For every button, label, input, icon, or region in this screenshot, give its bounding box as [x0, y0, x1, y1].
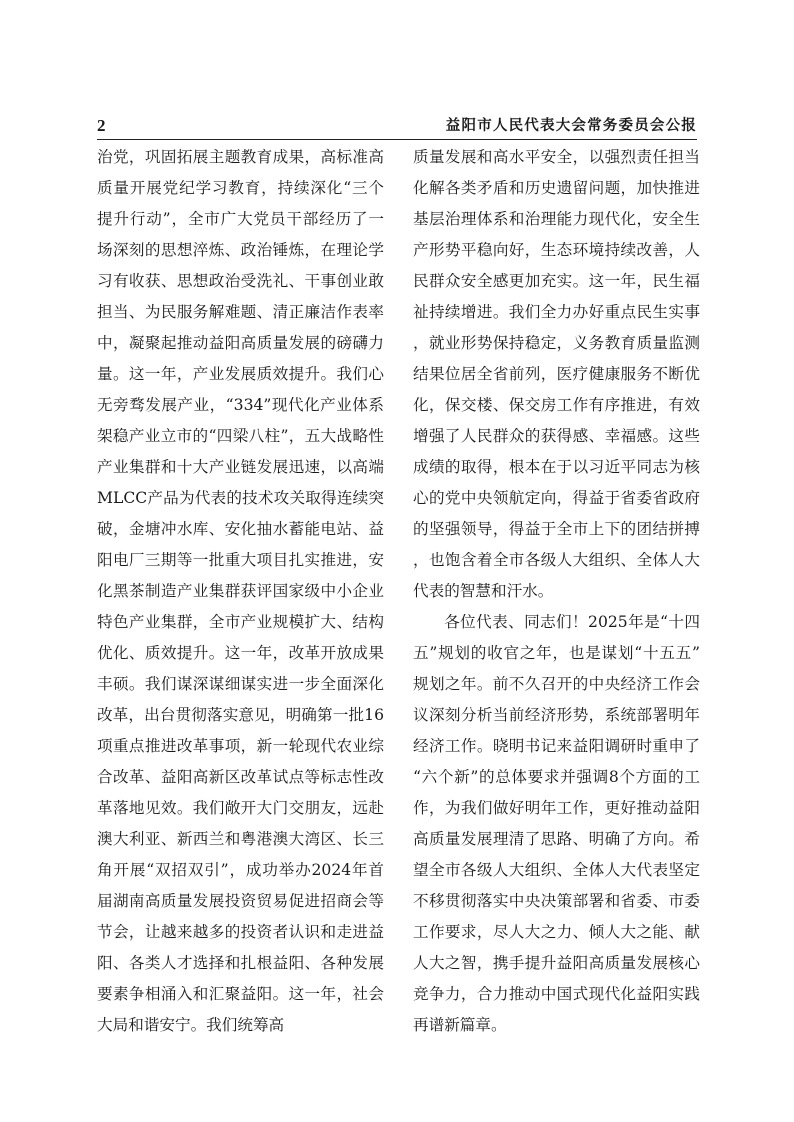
left-column [97, 142, 384, 1041]
left-paragraph-continued: 治党，巩固拓展主题教育成果，高标准高质量开展党纪学习教育，持续深化“三个提升行动”，全市广大党员干部经历了一场深刻的思想淬炼、政治锤炼，在理论学习有收获、思想政治受洗礼、干事创业敢担当、为民服务解难题、清正廉洁作表率中，凝聚起推动益阳高质量发展的磅礴力量。这一年，产业发展质效提升。我们心无旁骛发展产业，“334”现代化产业体系架稳产业立市的“四梁八柱”，五大战略性产业集群和十大产业链发展迅速，以高端MLCC产品为代表的技术攻关取得连续突破，金塘冲水库、安化抽水蓄能电站、益阳电厂三期等一批重大项目扎实推进，安化黑茶制造产业集群获评国家级中小企业特色产业集群，全市产业规模扩大、结构优化、质效提升。这一年，改革开放成果丰硕。我们谋深谋细谋实进一步全面深化改革，出台贯彻落实意见，明确第一批16项重点推进改革事项，新一轮现代农业综合改革、益阳高新区改革试点等标志性改革落地见效。我们敞开大门交朋友，远赴澳大利亚、新西兰和粤港澳大湾区、长三角开展“双招双引”，成功举办2024年首届湖南高质量发展投资贸易促进招商会等节会，让越来越多的投资者认识和走进益阳、各类人才选择和扎根益阳、各种发展要素争相涌入和汇聚益阳。这一年，社会大局和谐安宁。我们统筹高 [97, 148, 384, 1034]
page-number: 2 [97, 116, 106, 135]
right-paragraph-continued: 质量发展和高水平安全，以强烈责任担当化解各类矛盾和历史遗留问题，加快推进基层治理体系和治理能力现代化，安全生产形势平稳向好，生态环境持续改善，人民群众安全感更加充实。这一年，民生福祉持续增进。我们全力办好重点民生实事，就业形势保持稳定，义务教育质量监测结果位居全省前列，医疗健康服务不断优化，保交楼、保交房工作有序推进，有效增强了人民群众的获得感、幸福感。这些成绩的取得，根本在于以习近平同志为核心的党中央领航定向，得益于省委省政府的坚强领导，得益于全市上下的团结拼搏，也饱含着全市各级人大组织、全体人大代表的智慧和汗水。 [413, 148, 700, 600]
right-column [413, 142, 700, 1041]
page-header [97, 115, 697, 139]
journal-title: 益阳市人民代表大会常务委员会公报 [445, 118, 697, 134]
right-paragraph-new: 各位代表、同志们！2025年是“十四五”规划的收官之年，也是谋划“十五五”规划之年。前不久召开的中央经济工作会议深刻分析当前经济形势，系统部署明年经济工作。晓明书记来益阳调研时重申了“六个新”的总体要求并强调8个方面的工作，为我们做好明年工作，更好推动益阳高质量发展理清了思路、明确了方向。希望全市各级人大组织、全体人大代表坚定不移贯彻落实中央决策部署和省委、市委工作要求，尽人大之力、倾人大之能、献人大之智，携手提升益阳高质量发展核心竞争力，合力推动中国式现代化益阳实践再谱新篇章。 [413, 613, 700, 1034]
header-divider [97, 139, 697, 140]
